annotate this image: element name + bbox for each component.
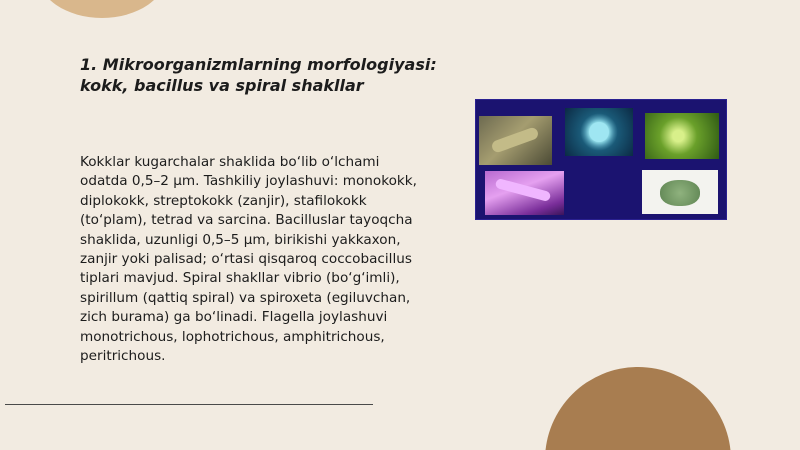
coral-colony-image xyxy=(642,170,718,214)
microbe-image-collage xyxy=(475,99,727,220)
decorative-circle-top xyxy=(37,0,167,18)
decorative-circle-bottom xyxy=(545,367,731,450)
slide-body-text: Kokklar kugarchalar shaklida bo‘lib o‘lchami odatda 0,5–2 µm. Tashkiliy joylashuvi: monokokk, diplokokk, streptokokk (zanjir), stafilokokk (to‘plam), tetrad va sarcina. Bacilluslar tayoqcha shaklida, uzunligi 0,5–5 µm, birikishi yakkaxon, zanjir yoki palisad; o‘rtasi qisqaroq coccobacillus tiplari mavjud. Spiral shakllar vibrio (bo‘g‘imli), spirillum (qattiq spiral) va spiroxeta (egiluvchan, zich burama) ga bo‘linadi. Flagella joylashuvi monotrichous, lophotrichous, amphitrichous, peritrichous. xyxy=(80,154,417,365)
divider-line xyxy=(5,404,373,405)
purple-rods-micrograph xyxy=(485,171,564,215)
virus-micrograph xyxy=(565,108,633,156)
green-cells-micrograph xyxy=(645,113,719,159)
bacillus-micrograph xyxy=(479,116,552,165)
slide-title: 1. Mikroorganizmlarning morfologiyasi: kokk, bacillus va spiral shakllar xyxy=(80,55,437,95)
